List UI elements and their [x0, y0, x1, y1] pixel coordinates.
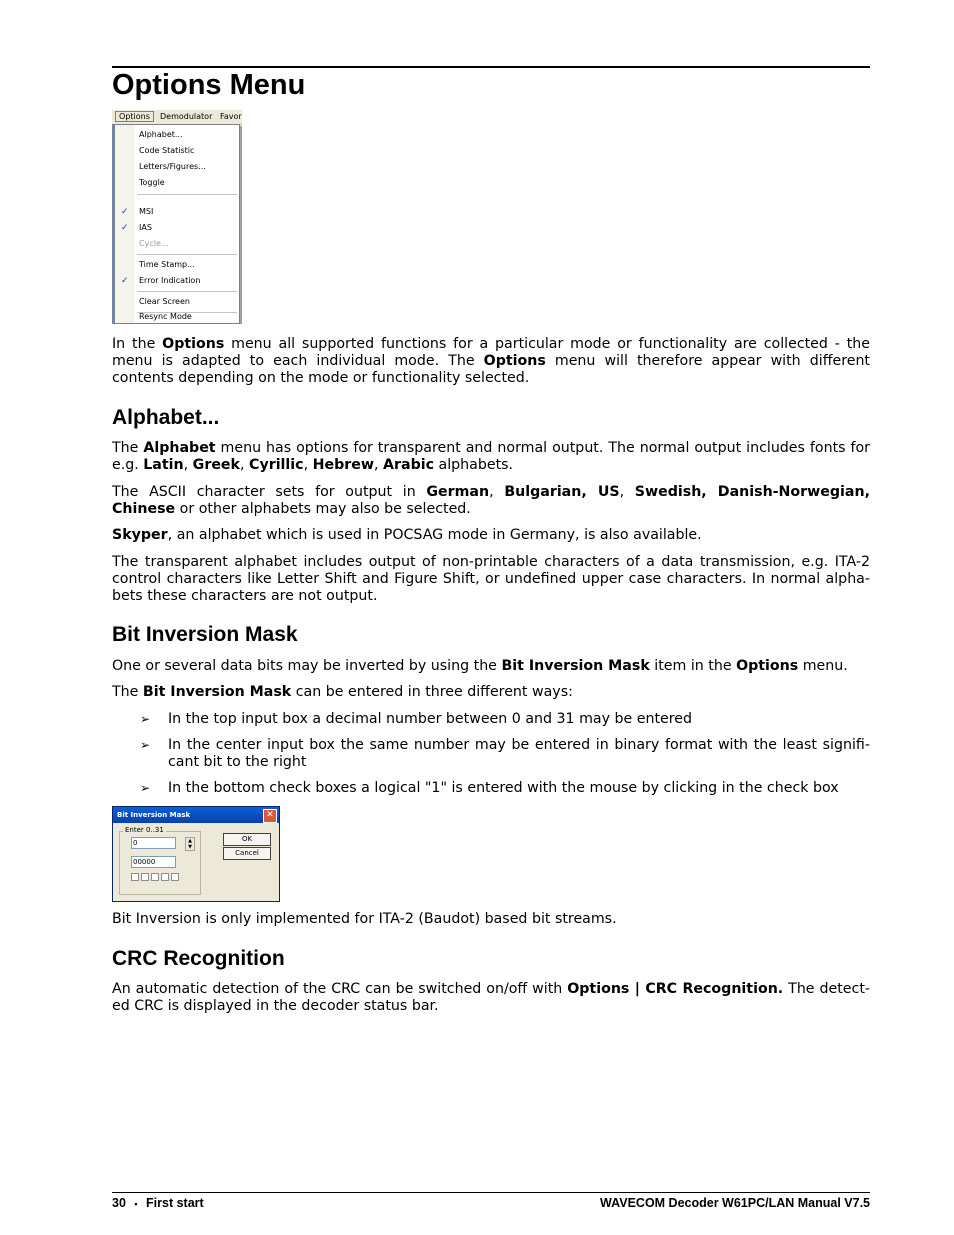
bit-inversion-paragraph-3: Bit Inversion is only implemented for ITA-2 (Baudot) based bit streams. [112, 911, 617, 927]
bit-inversion-paragraph-2: The Bit Inversion Mask can be entered in three different ways: [112, 684, 573, 700]
cancel-button[interactable]: Cancel [223, 847, 271, 860]
crc-paragraph: An automatic detection of the CRC can be switched on/off with Options | CRC Recognition. The detect-ed CRC is displayed in the decoder status bar. [112, 981, 871, 1014]
check-icon: ✓ [121, 276, 129, 286]
bullet-item: ➢ In the center input box the same number may be entered in binary format with the least signifi-cant bit to the right [140, 737, 870, 770]
page-number: 30 [112, 1196, 126, 1210]
close-icon[interactable]: ✕ [263, 809, 277, 823]
menu-item-code-statistic[interactable]: Code Statistic [139, 146, 195, 155]
alphabet-paragraph-4: The transparent alphabet includes output of non-printable characters of a data transmission, e.g. ITA-2 control characters like Letter Shift and Figure Shift, or undefined upper case characters. In normal alpha-bets these characters are not output. [112, 554, 870, 604]
bit-inversion-dialog [112, 806, 280, 902]
spin-up-icon[interactable]: ▲ [188, 838, 192, 844]
bit-checkbox[interactable] [151, 873, 159, 881]
intro-paragraph: In the Options menu all supported functions for a particular mode or functionality are collected - the menu is adapted to each individual mode. The Options menu will therefore appear with different contents depending on the mode or functionality selected. [112, 336, 870, 386]
menubar [112, 110, 242, 125]
menu-separator [137, 194, 237, 195]
bit-checkbox[interactable] [171, 873, 179, 881]
menu-item-error-indication[interactable]: Error Indication [139, 276, 201, 285]
menu-item-alphabet[interactable]: Alphabet... [139, 130, 183, 139]
bullet-item: ➢ In the bottom check boxes a logical "1" is entered with the mouse by clicking in the check box [140, 780, 839, 796]
arrow-bullet-icon: ➢ [140, 712, 151, 726]
menu-item-toggle[interactable]: Toggle [139, 178, 165, 187]
binary-input[interactable]: 00000 [131, 856, 176, 868]
arrow-bullet-icon: ➢ [140, 738, 151, 752]
footer-manual-title: WAVECOM Decoder W61PC/LAN Manual V7.5 [600, 1196, 870, 1210]
dialog-titlebar [113, 807, 279, 823]
alphabet-paragraph-2: The ASCII character sets for output in German, Bulgarian, US, Swedish, Danish-Norwegian, Chinese or other alphabets may also be selected. [112, 484, 870, 517]
menu-item-resync-mode[interactable]: Resync Mode [139, 312, 192, 321]
footer-left [112, 1196, 204, 1210]
menu-separator [137, 254, 237, 255]
bit-checkbox[interactable] [161, 873, 169, 881]
heading-alphabet: Alphabet... [112, 406, 220, 429]
menu-item-msi[interactable]: MSI [139, 207, 154, 216]
page-title: Options Menu [112, 69, 306, 101]
arrow-bullet-icon: ➢ [140, 781, 151, 795]
menu-demodulator[interactable]: Demodulator [160, 112, 213, 121]
alphabet-paragraph-3: Skyper, an alphabet which is used in POCSAG mode in Germany, is also available. [112, 527, 702, 543]
decimal-input[interactable]: 0 [131, 837, 176, 849]
options-dropdown [114, 124, 240, 324]
menu-item-time-stamp[interactable]: Time Stamp... [139, 260, 195, 269]
heading-crc-recognition: CRC Recognition [112, 947, 285, 970]
bit-checkbox[interactable] [141, 873, 149, 881]
menu-favorites[interactable]: Favor [220, 112, 242, 121]
footer-dot: • [134, 1199, 138, 1209]
options-menu-screenshot [112, 110, 242, 324]
bit-inversion-paragraph-1: One or several data bits may be inverted by using the Bit Inversion Mask item in the Options menu. [112, 658, 848, 674]
menu-item-cycle: Cycle... [139, 239, 169, 248]
ok-button[interactable]: OK [223, 833, 271, 846]
decimal-spinner[interactable] [185, 837, 195, 851]
bit-checkbox[interactable] [131, 873, 139, 881]
footer-section: First start [146, 1196, 204, 1210]
menu-separator [137, 291, 237, 292]
manual-page [112, 0, 870, 1235]
alphabet-paragraph-1: The Alphabet menu has options for transparent and normal output. The normal output includes fonts for e.g. Latin, Greek, Cyrillic, Hebrew, Arabic alphabets. [112, 440, 870, 473]
menu-item-ias[interactable]: IAS [139, 223, 152, 232]
group-label: Enter 0..31 [125, 826, 164, 834]
menu-item-clear-screen[interactable]: Clear Screen [139, 297, 190, 306]
dialog-title: Bit Inversion Mask [117, 811, 191, 819]
check-icon: ✓ [121, 223, 129, 233]
menu-options[interactable]: Options [115, 111, 154, 122]
footer-rule [112, 1192, 870, 1193]
menu-item-letters-figures[interactable]: Letters/Figures... [139, 162, 206, 171]
spin-down-icon[interactable]: ▼ [188, 844, 192, 850]
bullet-item: ➢ In the top input box a decimal number between 0 and 31 may be entered [140, 711, 693, 727]
check-icon: ✓ [121, 207, 129, 217]
heading-bit-inversion-mask: Bit Inversion Mask [112, 623, 298, 646]
